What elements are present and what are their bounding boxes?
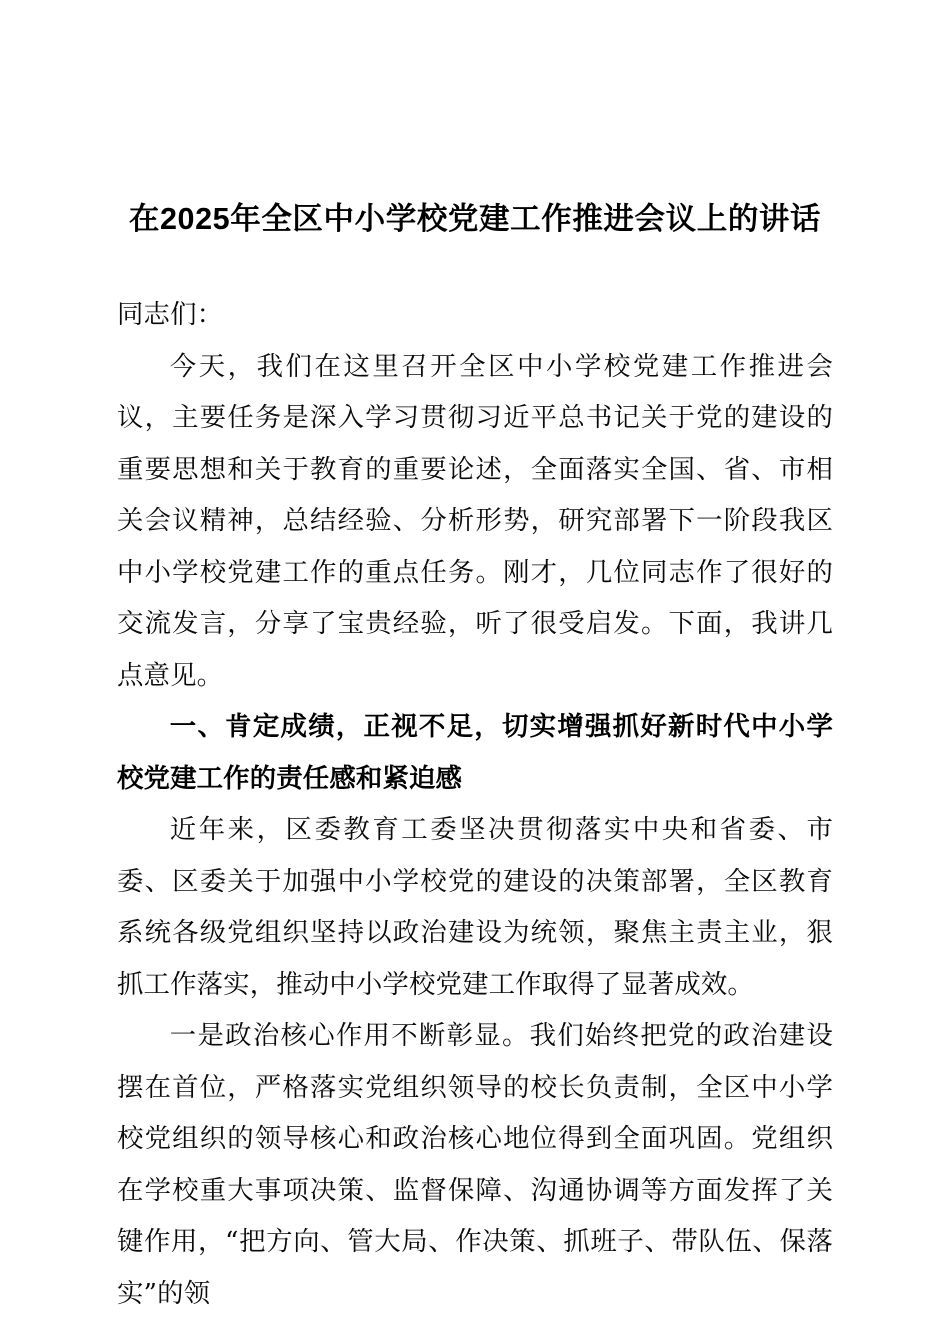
section-heading-one: 一、肯定成绩，正视不足，切实增强抓好新时代中小学校党建工作的责任感和紧迫感 — [117, 711, 833, 794]
document-content — [117, 0, 833, 1319]
document-body — [117, 241, 833, 1319]
salutation-line: 同志们： — [117, 299, 224, 330]
paragraph-recent-years: 近年来，区委教育工委坚决贯彻落实中央和省委、市委、区委关于加强中小学校党的建设的决策部署，全区教育系统各级党组织坚持以政治建设为统领，聚焦主责主业，狠抓工作落实，推动中小学校党建工作取得了显著成效。 — [117, 814, 833, 1000]
paragraph-point-one: 一是政治核心作用不断彰显。我们始终把党的政治建设摆在首位，严格落实党组织领导的校长负责制，全区中小学校党组织的领导核心和政治核心地位得到全面巩固。党组织在学校重大事项决策、监督保障、沟通协调等方面发挥了关键作用，“把方向、管大局、作决策、抓班子、带队伍、保落实”的领 — [117, 1020, 833, 1309]
page-title: 在2025年全区中小学校党建工作推进会议上的讲话 — [128, 202, 822, 236]
paragraph-opening: 今天，我们在这里召开全区中小学校党建工作推进会议，主要任务是深入学习贯彻习近平总书记关于党的建设的重要思想和关于教育的重要论述，全面落实全国、省、市相关会议精神，总结经验、分析形势，研究部署下一阶段我区中小学校党建工作的重点任务。刚才，几位同志作了很好的交流发言，分享了宝贵经验，听了很受启发。下面，我讲几点意见。 — [117, 350, 833, 691]
